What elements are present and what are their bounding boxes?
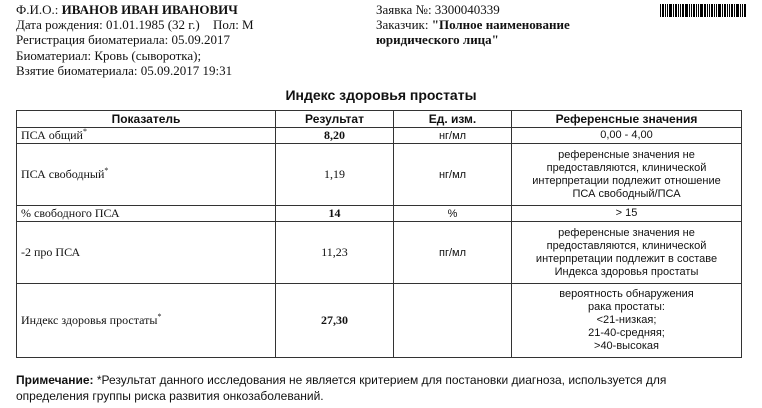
result-value: 1,19 <box>276 144 394 206</box>
note <box>16 372 736 404</box>
unit-value <box>394 284 512 358</box>
footnote-star: * <box>157 312 162 321</box>
customer-line <box>376 17 570 32</box>
unit-value: пг/мл <box>394 222 512 284</box>
result-value: 27,30 <box>276 284 394 358</box>
barcode-bar <box>718 4 721 17</box>
barcode-bar <box>700 4 703 17</box>
barcode-bar <box>742 4 743 17</box>
barcode-bar <box>689 4 690 17</box>
indicator-name <box>17 284 276 358</box>
result-value: 8,20 <box>276 128 394 144</box>
unit-value: % <box>394 206 512 222</box>
barcode-bar <box>673 4 674 17</box>
footnote-star: * <box>82 127 87 136</box>
barcode-bar <box>736 4 739 17</box>
indicator-label: -2 про ПСА <box>21 245 81 259</box>
customer-label: Заказчик: <box>376 17 429 32</box>
header-unit: Ед. изм. <box>394 111 512 128</box>
barcode-bar <box>669 4 672 17</box>
sampling-date: Взятие биоматериала: 05.09.2017 19:31 <box>16 63 233 78</box>
barcode-bar <box>704 4 706 17</box>
header-indicator: Показатель <box>17 111 276 128</box>
unit-value: нг/мл <box>394 144 512 206</box>
barcode-bar <box>740 4 741 17</box>
result-value: 11,23 <box>276 222 394 284</box>
barcode-bar <box>714 4 715 17</box>
header-reference: Референсные значения <box>512 111 742 128</box>
footnote-star: * <box>104 166 109 175</box>
barcode <box>660 4 756 17</box>
customer-name-2: юридического лица" <box>376 32 499 47</box>
reference-line: >40-высокая <box>594 340 659 352</box>
patient-name: ИВАНОВ ИВАН ИВАНОВИЧ <box>61 2 238 17</box>
reference-line: предоставляются, клинической <box>546 161 707 174</box>
reference-value <box>512 128 742 144</box>
unit-value: нг/мл <box>394 128 512 144</box>
barcode-bar <box>734 4 735 17</box>
barcode-bar <box>691 4 692 17</box>
barcode-bar <box>744 4 746 17</box>
reference-line: <21-низкая; <box>596 314 657 326</box>
reference-line: референсные значения не <box>558 148 695 161</box>
barcode-bar <box>667 4 668 17</box>
indicator-label: ПСА свободный <box>21 167 105 181</box>
results-table <box>16 110 742 358</box>
reference-line: 21-40-средняя; <box>588 327 665 339</box>
barcode-bar <box>678 4 679 17</box>
order-number: Заявка №: 3300040339 <box>376 2 500 17</box>
reference-line: референсные значения не <box>558 226 695 239</box>
barcode-bar <box>722 4 723 17</box>
header-result: Результат <box>276 111 394 128</box>
reference-line: Индекса здоровья простаты <box>554 265 699 278</box>
table-row <box>17 284 742 358</box>
biomaterial: Биоматериал: Кровь (сыворотка); <box>16 48 202 63</box>
barcode-bar <box>724 4 726 17</box>
indicator-label: Индекс здоровья простаты <box>21 313 158 327</box>
patient-sex: Пол: М <box>212 17 254 32</box>
customer-name-1: "Полное наименование <box>431 17 570 32</box>
barcode-bar <box>693 4 695 17</box>
date-of-birth: Дата рождения: 01.01.1985 (32 г.) <box>16 17 200 32</box>
barcode-bar <box>716 4 717 17</box>
indicator-label: % свободного ПСА <box>21 206 120 220</box>
reference-line: предоставляются, клинической <box>546 239 707 252</box>
indicator-name <box>17 206 276 222</box>
indicator-name <box>17 222 276 284</box>
barcode-bar <box>698 4 699 17</box>
reference-value <box>512 222 742 284</box>
barcode-bar <box>707 4 708 17</box>
table-header-row <box>17 111 742 128</box>
indicator-label: ПСА общий <box>21 128 83 142</box>
barcode-bar <box>696 4 697 17</box>
table-row <box>17 206 742 222</box>
reference-line: вероятность обнаружения <box>559 288 694 300</box>
reference-line: интерпретации подлежит в составе <box>535 252 718 265</box>
note-text: *Результат данного исследования не является критерием для постановки диагноза, используется для определения группы риска развития онкозаболеваний. <box>16 373 667 403</box>
registration-date: Регистрация биоматериала: 05.09.2017 <box>16 32 230 47</box>
dob-line <box>16 17 254 32</box>
table-row <box>17 144 742 206</box>
report-title: Индекс здоровья простаты <box>285 87 477 103</box>
fio-label: Ф.И.О.: <box>16 2 59 17</box>
patient-name-line <box>16 2 238 17</box>
reference-value <box>512 284 742 358</box>
indicator-name <box>17 128 276 144</box>
barcode-bar <box>675 4 677 17</box>
indicator-name <box>17 144 276 206</box>
result-value: 14 <box>276 206 394 222</box>
reference-line: рака простаты: <box>588 301 665 313</box>
barcode-bar <box>660 4 661 17</box>
reference-line: ПСА свободный/ПСА <box>572 187 681 200</box>
reference-value <box>512 206 742 222</box>
barcode-bar <box>729 4 730 17</box>
reference-value <box>512 144 742 206</box>
reference-line: > 15 <box>615 207 638 219</box>
barcode-bar <box>682 4 684 17</box>
barcode-bar <box>685 4 688 17</box>
table-row <box>17 222 742 284</box>
barcode-bar <box>665 4 666 17</box>
note-label: Примечание: <box>16 373 94 387</box>
barcode-bar <box>711 4 713 17</box>
barcode-bar <box>727 4 728 17</box>
reference-line: 0,00 - 4,00 <box>600 129 653 141</box>
table-row <box>17 128 742 144</box>
barcode-bar <box>731 4 733 17</box>
barcode-bar <box>662 4 664 17</box>
barcode-bar <box>680 4 681 17</box>
barcode-bar <box>709 4 710 17</box>
reference-line: интерпретации подлежит отношение <box>532 174 721 187</box>
